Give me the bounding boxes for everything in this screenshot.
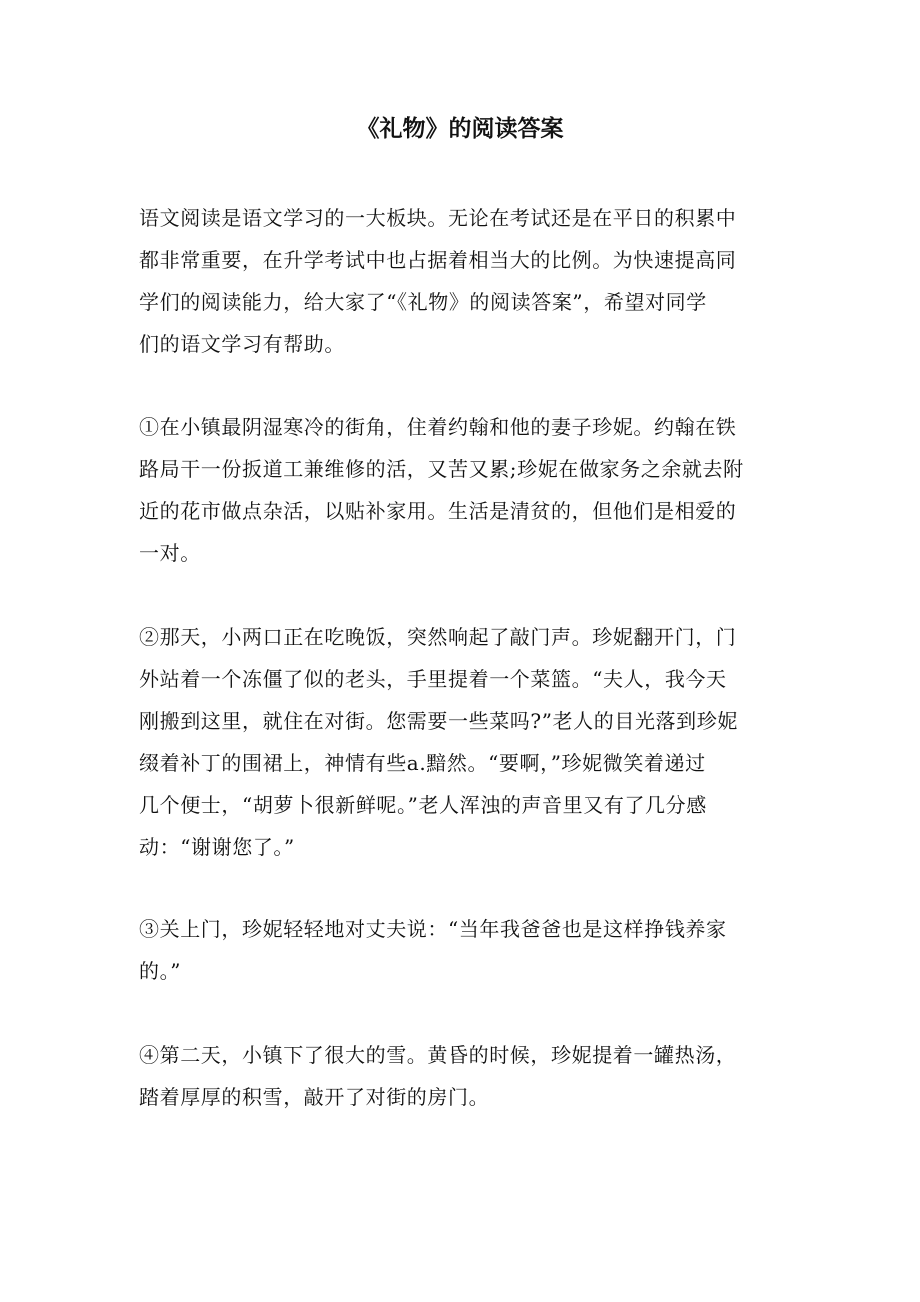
paragraph-line: 都非常重要，在升学考试中也占据着相当大的比例。为快速提高同 bbox=[139, 248, 737, 272]
paragraph-line: 语文阅读是语文学习的一大板块。无论在考试还是在平日的积累中 bbox=[139, 206, 737, 230]
paragraph-line: 刚搬到这里，就住在对街。您需要一些菜吗?”老人的目光落到珍妮 bbox=[139, 709, 738, 733]
paragraph-3 bbox=[139, 908, 781, 992]
paragraph-line: 缀着补丁的围裙上，神情有些a.黯然。“要啊，”珍妮微笑着递过 bbox=[139, 751, 706, 775]
paragraph-line: ④第二天，小镇下了很大的雪。黄昏的时候，珍妮提着一罐热汤， bbox=[139, 1043, 737, 1067]
paragraph-4 bbox=[139, 1034, 781, 1118]
paragraph-line: 踏着厚厚的积雪，敲开了对街的房门。 bbox=[139, 1085, 490, 1109]
paragraph-line: 几个便士，“胡萝卜很新鲜呢。”老人浑浊的声音里又有了几分感 bbox=[139, 793, 707, 817]
paragraph-line: ②那天，小两口正在吃晚饭，突然响起了敲门声。珍妮翻开门，门 bbox=[139, 625, 737, 649]
paragraph-line: 近的花市做点杂活，以贴补家用。生活是清贫的，但他们是相爱的 bbox=[139, 499, 737, 523]
paragraph-2 bbox=[139, 616, 781, 868]
document-title: 《礼物》的阅读答案 bbox=[356, 115, 564, 142]
paragraph-line: 动：“谢谢您了。” bbox=[139, 835, 295, 859]
paragraph-line: 的。” bbox=[139, 959, 182, 983]
paragraph-line: ③关上门，珍妮轻轻地对丈夫说：“当年我爸爸也是这样挣钱养家 bbox=[139, 917, 727, 941]
paragraph-line: 学们的阅读能力，给大家了“《礼物》的阅读答案”，希望对同学 bbox=[139, 290, 707, 314]
paragraph-line: 路局干一份扳道工兼维修的活，又苦又累;珍妮在做家务之余就去附 bbox=[139, 457, 744, 481]
paragraph-1 bbox=[139, 406, 781, 574]
paragraph-line: 一对。 bbox=[139, 541, 201, 565]
paragraph-line: 们的语文学习有帮助。 bbox=[139, 332, 345, 356]
paragraph-intro bbox=[139, 197, 781, 365]
paragraph-line: 外站着一个冻僵了似的老头，手里提着一个菜篮。“夫人，我今天 bbox=[139, 667, 727, 691]
paragraph-line: ①在小镇最阴湿寒冷的街角，住着约翰和他的妻子珍妮。约翰在铁 bbox=[139, 415, 737, 439]
